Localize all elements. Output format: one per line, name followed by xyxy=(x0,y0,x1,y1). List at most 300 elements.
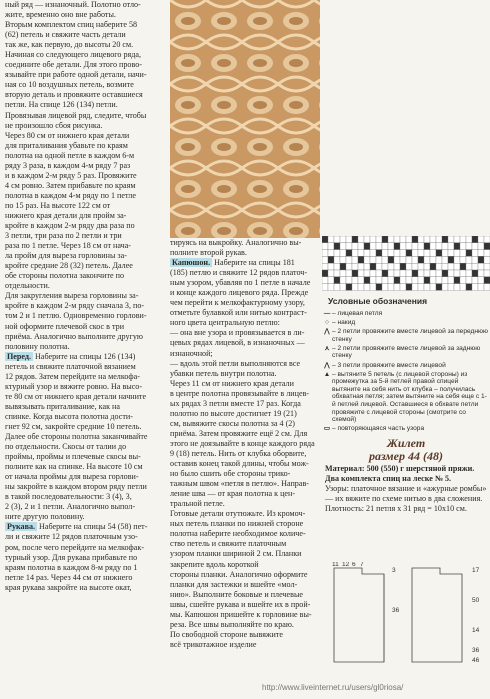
text-line: кройте в каждом 2-м ряду два раза по xyxy=(5,221,135,231)
chart-cell xyxy=(484,243,490,250)
chart-cell xyxy=(376,270,382,277)
chart-cell xyxy=(418,270,424,277)
text-line: для приталивания убавьте по краям xyxy=(5,140,128,150)
chart-cell xyxy=(424,277,430,284)
pattern-label: 46 xyxy=(472,657,480,664)
text-line: ная со 10 воздушных петель, возмите xyxy=(5,80,134,90)
chart-cell xyxy=(454,270,460,277)
legend-item xyxy=(322,310,488,318)
chart-cell xyxy=(352,270,358,277)
chart-cell xyxy=(454,236,460,243)
chart-cell xyxy=(484,256,490,263)
chart-cell xyxy=(328,284,334,291)
chart-cell xyxy=(436,250,442,257)
text-line: полотна наберите необходимое количе- xyxy=(170,529,306,539)
text-line: отметьте булавкой или нитью контраст- xyxy=(170,308,307,318)
text-line: мы. Капюшон пришейте к горловине вы- xyxy=(170,609,312,619)
chart-cell xyxy=(448,277,454,284)
text-line: ление шва — от края полотна к цен- xyxy=(170,489,296,499)
chart-cell xyxy=(436,256,442,263)
chart-cell xyxy=(472,270,478,277)
chart-cell xyxy=(448,243,454,250)
article-size: размер 44 (48) xyxy=(369,449,443,463)
chart-cell xyxy=(364,263,370,270)
chart-cell xyxy=(322,284,328,291)
text-line: так же, как первую, до высоты 20 см. xyxy=(5,40,134,50)
chart-cell xyxy=(418,277,424,284)
text-line: см, вывяжите скосы полотна за 4 (2) xyxy=(170,418,296,428)
text-line: кройте в каждом 2-м ряду сначала 3, по- xyxy=(5,301,145,311)
text-line: узором планки шириной 2 см. Планки xyxy=(170,549,302,559)
chart-cell xyxy=(466,243,472,250)
chart-cell xyxy=(370,256,376,263)
chart-cell xyxy=(400,243,406,250)
text-line: не произошло сбоя рисунка. xyxy=(5,120,103,130)
legend-item xyxy=(322,345,488,360)
text-line: цевых рядах лицевой, в изнаночных — xyxy=(170,338,305,348)
text-line: приёма. Затем провяжите ещё 2 см. Для xyxy=(170,428,308,438)
chart-cell xyxy=(322,243,328,250)
chart-cell xyxy=(394,236,400,243)
section-heading: Капюшон. xyxy=(172,258,211,268)
needles-text: Два комплекта спиц на леске № 5. xyxy=(325,474,452,484)
chart-cell xyxy=(484,250,490,257)
chart-cell xyxy=(442,277,448,284)
chart-cell xyxy=(484,277,490,284)
legend-symbol: ▭ xyxy=(323,425,331,433)
chart-cell xyxy=(376,243,382,250)
chart-cell xyxy=(424,236,430,243)
chart-cell xyxy=(484,263,490,270)
text-line: проймы, проймы и плечевые скосы вы- xyxy=(5,452,141,462)
text-line: Капюшон. Наберите на спицы 181 xyxy=(172,258,295,268)
chart-cell xyxy=(370,250,376,257)
legend-text: – вытяните 5 петель (с лицевой стороны) из промежутка за 5-й петлей правой спицей вытяните на себя нить от клубка – получилась обхватная петля; затем вытяните на себя еще с 1-й петлей лицевой. Оставшиеся в обхвате петли провяжите с лицевой стороны (смотрите со схемой) xyxy=(332,370,487,424)
text-line: 3 петли, три раза по 2 петли и три xyxy=(5,231,122,241)
chart-cell xyxy=(478,236,484,243)
chart-cell xyxy=(388,250,394,257)
chart-cell xyxy=(388,277,394,284)
chart-cell xyxy=(376,263,382,270)
text-line: ство петель и свяжите платочным xyxy=(170,539,287,549)
chart-cell xyxy=(400,250,406,257)
chart-cell xyxy=(340,277,346,284)
text-line: реза. Все швы выполняйте по краю. xyxy=(170,619,294,629)
chart-cell xyxy=(340,284,346,291)
chart-cell xyxy=(394,263,400,270)
pattern-label: 17 xyxy=(472,567,480,574)
chart-cell xyxy=(472,250,478,257)
pattern-label: 7 xyxy=(360,562,364,568)
legend-text: – 2 петли провяжите вместе лицевой за переднюю стенку xyxy=(332,328,488,343)
chart-cell xyxy=(472,284,478,291)
chart-cell xyxy=(394,250,400,257)
chart-cell xyxy=(358,263,364,270)
chart-cell xyxy=(460,263,466,270)
chart-cell xyxy=(448,256,454,263)
legend-text: – лицевая петля xyxy=(332,310,383,317)
chart-cell xyxy=(478,263,484,270)
text-line: ните другую половину. xyxy=(5,512,85,522)
chart-cell xyxy=(448,236,454,243)
chart-cell xyxy=(364,256,370,263)
chart-cell xyxy=(430,236,436,243)
chart-cell xyxy=(478,243,484,250)
pattern-label: 14 xyxy=(472,627,480,634)
chart-cell xyxy=(364,250,370,257)
chart-cell xyxy=(358,284,364,291)
chart-cell xyxy=(352,256,358,263)
text-line: ых рядах 3 петли вместе 17 раз. Когда xyxy=(170,398,301,408)
chart-cell xyxy=(340,270,346,277)
chart-cell xyxy=(364,277,370,284)
text-line: полните второй рукав. xyxy=(170,248,247,258)
chart-cell xyxy=(478,277,484,284)
chart-cell xyxy=(370,236,376,243)
chart-cell xyxy=(460,236,466,243)
pattern-label: 12 xyxy=(342,562,350,568)
legend-item xyxy=(322,362,488,370)
chart-cell xyxy=(406,250,412,257)
chart-cell xyxy=(382,284,388,291)
chart-cell xyxy=(364,270,370,277)
chart-cell xyxy=(430,256,436,263)
pattern-label: 50 xyxy=(472,597,480,604)
footer-url[interactable]: http://www.liveinternet.ru/users/gl0riosa/ xyxy=(262,683,404,692)
text-line: Через 11 см от нижнего края детали xyxy=(170,378,294,388)
chart-cell xyxy=(424,250,430,257)
chart-cell xyxy=(460,270,466,277)
chart-cell xyxy=(328,250,334,257)
chart-cell xyxy=(346,250,352,257)
chart-cell xyxy=(430,263,436,270)
legend-symbol: ⋀ xyxy=(324,328,330,336)
chart-cell xyxy=(358,270,364,277)
pattern-label: 6 xyxy=(352,562,356,568)
chart-cell xyxy=(436,236,442,243)
chart-cell xyxy=(394,284,400,291)
legend-text: – накид xyxy=(332,319,356,327)
article-title-main: Жилет xyxy=(386,436,426,450)
legend-item xyxy=(322,319,488,327)
chart-cell xyxy=(448,270,454,277)
knitting-photo xyxy=(170,0,320,238)
chart-cell xyxy=(382,263,388,270)
pattern-label: 36 xyxy=(392,607,400,614)
text-line: обе стороны полотна закончите по xyxy=(5,271,124,281)
text-line: Готовые детали отутюжьте. Из кромоч- xyxy=(170,509,306,519)
chart-cell xyxy=(472,263,478,270)
chart-cell xyxy=(478,256,484,263)
text-line: по 15 раз. На высоте 122 см от xyxy=(5,200,111,210)
text-line: но было сшить обе стороны трико- xyxy=(170,469,291,479)
chart-cell xyxy=(406,284,412,291)
legend xyxy=(322,296,488,434)
text-line: и в каждом 2-м ряду 5 раз. Провяжите xyxy=(5,170,137,180)
text-line: Вторым комплектом спиц наберите 58 xyxy=(5,20,138,30)
chart-cell xyxy=(358,243,364,250)
chart-cell xyxy=(334,256,340,263)
chart-cell xyxy=(454,250,460,257)
chart-cell xyxy=(442,236,448,243)
chart-cell xyxy=(436,263,442,270)
chart-cell xyxy=(382,236,388,243)
legend-symbol: ⋏ xyxy=(324,344,330,352)
text-line: (62) петель и свяжите часть детали xyxy=(5,30,126,40)
chart-cell xyxy=(478,250,484,257)
chart-cell xyxy=(382,243,388,250)
chart-cell xyxy=(346,263,352,270)
text-line: швы, сшейте рукава и вшейте их в прой- xyxy=(170,599,311,609)
text-line: соедините обе детали. Для этого прово- xyxy=(5,60,142,70)
text-line: (185) петлю и свяжите 12 рядов платоч- xyxy=(170,268,308,278)
pattern-label: 11 xyxy=(332,562,339,568)
text-line: тажным швом «петля в петлю». Направ- xyxy=(170,479,309,489)
chart-cell xyxy=(430,250,436,257)
text-line: жите, временно оно вне работы. xyxy=(5,10,116,20)
chart-cell xyxy=(376,250,382,257)
chart-cell xyxy=(406,236,412,243)
text-line: — она вне узора и провязывается в ли- xyxy=(170,328,305,338)
chart-cell xyxy=(352,250,358,257)
text-line: приёма. Аналогично выполните другую xyxy=(5,331,143,341)
chart-cell xyxy=(340,256,346,263)
chart-cell xyxy=(388,263,394,270)
legend-symbol: ⋀ xyxy=(324,361,330,369)
chart-cell xyxy=(346,284,352,291)
chart-cell xyxy=(358,277,364,284)
chart-cell xyxy=(340,250,346,257)
text-line: 9 (18) петель. Нить от клубка оборвите, xyxy=(170,448,307,458)
chart-cell xyxy=(442,263,448,270)
legend-item xyxy=(322,328,488,343)
chart-cell xyxy=(334,236,340,243)
chart-cell xyxy=(334,270,340,277)
text-column-left xyxy=(5,0,163,593)
text-column-middle xyxy=(170,238,320,650)
chart-cell xyxy=(472,256,478,263)
chart-cell xyxy=(430,284,436,291)
text-line: спинке. Когда высота полотна дости- xyxy=(5,411,133,421)
text-line: оставив конец такой длины, чтобы мож- xyxy=(170,459,309,469)
chart-cell xyxy=(424,284,430,291)
chart-cell xyxy=(442,243,448,250)
pattern-label: 3 xyxy=(392,567,396,574)
legend-text: – 2 петли провяжите вместе лицевой за заднюю стенку xyxy=(332,344,481,360)
chart-cell xyxy=(352,236,358,243)
text-line: нию». Выполните боковые и плечевые xyxy=(170,589,304,599)
chart-cell xyxy=(328,270,334,277)
text-line: петли. На спице 126 (134) петли. xyxy=(5,100,118,110)
chart-cell xyxy=(346,277,352,284)
text-line: стороны планки. Аналогично оформите xyxy=(170,569,308,579)
chart-cell xyxy=(460,284,466,291)
chart-cell xyxy=(400,277,406,284)
chart-cell xyxy=(442,270,448,277)
chart-cell xyxy=(322,250,328,257)
text-line: по отдельности. Скосы от талии до xyxy=(5,442,127,452)
density-text: Плотность: 21 петля x 31 ряд = 10x10 см. xyxy=(325,504,467,514)
chart-cell xyxy=(472,277,478,284)
chart-cell xyxy=(436,284,442,291)
chart-cell xyxy=(418,250,424,257)
chart-cell xyxy=(454,256,460,263)
material-text: Материал: 500 (550) г шерстяной пряжи. xyxy=(325,464,475,473)
chart-cell xyxy=(328,236,334,243)
section-heading: Рукава. xyxy=(7,522,36,532)
chart-cell xyxy=(442,250,448,257)
chart-cell xyxy=(466,277,472,284)
text-line: всё трикотажное изделие xyxy=(170,639,257,649)
text-line: петле 14 раз. Через 44 см от нижнего xyxy=(5,572,133,582)
section-heading: Перед. xyxy=(7,351,31,361)
chart-cell xyxy=(364,243,370,250)
text-line: ный ряд — изнаночный. Полотно отло- xyxy=(5,0,141,9)
text-line: раза по 1 петле. Через 18 см от нача- xyxy=(5,241,131,251)
text-line: половину полотна. xyxy=(5,341,70,351)
text-line: язывайте при работе одной детали, начи- xyxy=(5,70,147,80)
chart-cell xyxy=(370,243,376,250)
chart-cell xyxy=(406,277,412,284)
text-line: края рукава закройте на высоте окат, xyxy=(5,582,132,592)
patterns-text: Узоры: платочное вязание и «ажурные ромбы» — их вяжите по схеме нитью в два сложения. xyxy=(325,484,487,504)
chart-cell xyxy=(376,256,382,263)
chart-cell xyxy=(484,236,490,243)
text-line: Далее обе стороны полотна заканчивайте xyxy=(5,432,148,442)
chart-cell xyxy=(478,284,484,291)
chart-cell xyxy=(382,250,388,257)
chart-cell xyxy=(352,243,358,250)
chart-cell xyxy=(394,277,400,284)
chart-cell xyxy=(364,236,370,243)
text-line: нижнего края детали для пройм за- xyxy=(5,210,127,220)
chart-cell xyxy=(412,270,418,277)
chart-cell xyxy=(454,284,460,291)
text-line: 4 см ровно. Затем прибавьте по краям xyxy=(5,180,136,190)
chart-cell xyxy=(400,270,406,277)
legend-title: Условные обозначения xyxy=(328,296,428,306)
chart-cell xyxy=(418,236,424,243)
chart-cell xyxy=(322,263,328,270)
chart-cell xyxy=(394,256,400,263)
text-line: Начиная со следующего лицевого ряда, xyxy=(5,50,141,60)
text-line: в центре полотна провязывайте в лицев- xyxy=(170,388,310,398)
text-line: краям полотна в каждом 8-м ряду по 1 xyxy=(5,562,138,572)
text-line: ктурный узор и вяжите ровно. На высо- xyxy=(5,381,143,391)
text-line: закрепите вдоль короткой xyxy=(170,559,259,569)
legend-item xyxy=(322,425,488,433)
text-line: в такой последовательности: 3 (4), 3, xyxy=(5,492,132,502)
chart-cell xyxy=(400,256,406,263)
chart-cell xyxy=(352,263,358,270)
chart-cell xyxy=(412,277,418,284)
chart-cell xyxy=(346,270,352,277)
text-line: том 2 и 1 петлю. Одновременно горлови- xyxy=(5,311,147,321)
chart-cell xyxy=(454,263,460,270)
chart-cell xyxy=(484,284,490,291)
chart-cell xyxy=(454,277,460,284)
chart-cell xyxy=(412,256,418,263)
chart-cell xyxy=(424,263,430,270)
pattern-label: 36 xyxy=(472,647,480,654)
chart-cell xyxy=(340,263,346,270)
chart-cell xyxy=(466,236,472,243)
chart-cell xyxy=(448,263,454,270)
chart-cell xyxy=(412,243,418,250)
chart-cell xyxy=(460,250,466,257)
text-line: Провязывая лицевой ряд, следите, чтобы xyxy=(5,110,147,120)
chart-cell xyxy=(346,243,352,250)
chart-cell xyxy=(334,243,340,250)
chart-cell xyxy=(418,263,424,270)
text-line: полотна в каждом 4-м ряду по 1 петле xyxy=(5,190,136,200)
chart-cell xyxy=(376,277,382,284)
chart-cell xyxy=(424,243,430,250)
chart-cell xyxy=(388,236,394,243)
chart-cell xyxy=(406,243,412,250)
text-line: планки для застежки и вшейте «мол- xyxy=(170,579,298,589)
text-line: кройте средние 28 (32) петель. Далее xyxy=(5,261,133,271)
text-line: ным узором, убавляя по 1 петле в начале xyxy=(170,278,311,288)
chart-cell xyxy=(388,270,394,277)
text-line: турный узор. Для рукава прибавьте по xyxy=(5,552,138,562)
chart-cell xyxy=(472,236,478,243)
chart-cell xyxy=(406,263,412,270)
chart-cell xyxy=(358,250,364,257)
chart-cell xyxy=(466,256,472,263)
legend-symbol: — xyxy=(323,310,331,317)
chart-cell xyxy=(370,263,376,270)
chart-cell xyxy=(322,270,328,277)
chart-cell xyxy=(322,277,328,284)
chart-cell xyxy=(466,270,472,277)
chart-cell xyxy=(370,270,376,277)
chart-cell xyxy=(334,263,340,270)
text-line: чем перейти к мелкофактурному узору, xyxy=(170,298,305,308)
pattern-chart xyxy=(322,236,490,291)
chart-cell xyxy=(334,250,340,257)
text-line: тируясь на выкройку. Аналогично вы- xyxy=(170,238,302,247)
text-line: этого не доязывайте в конце каждого ряда xyxy=(170,438,315,448)
text-line: полотно по высоте достигнет 19 (21) xyxy=(170,408,297,418)
chart-cell xyxy=(334,284,340,291)
chart-cell xyxy=(460,277,466,284)
text-line: Перед. Наберите на спицы 126 (134) xyxy=(7,351,136,361)
chart-cell xyxy=(424,270,430,277)
text-line: петель и свяжите платочной вязанием xyxy=(5,361,136,371)
text-line: ного цвета центральную петлю: xyxy=(170,318,280,328)
text-line: и конце каждого лицевого ряда. Прежде xyxy=(170,288,309,298)
text-line: полните как на спинке. На высоте 10 см xyxy=(5,462,143,472)
chart-cell xyxy=(466,263,472,270)
legend-symbol: ▲ xyxy=(323,370,331,378)
text-line: ром, после чего перейдите на мелкофак- xyxy=(5,542,145,552)
text-line: от начала проймы для выреза горлови- xyxy=(5,472,139,482)
chart-cell xyxy=(340,243,346,250)
chart-cell xyxy=(400,284,406,291)
legend-symbol: ○ xyxy=(325,319,329,327)
chart-cell xyxy=(466,284,472,291)
text-line: ли и свяжите 12 рядов платочным узо- xyxy=(5,532,138,542)
chart-cell xyxy=(394,270,400,277)
text-line: тральной петле. xyxy=(170,499,225,509)
text-line: — вдоль этой петли выполняются все xyxy=(170,358,301,368)
text-line: полотна на одной петле в каждом 6-м xyxy=(5,150,135,160)
chart-cell xyxy=(472,243,478,250)
chart-cell xyxy=(436,270,442,277)
garment-pattern xyxy=(322,562,490,672)
chart-cell xyxy=(328,277,334,284)
